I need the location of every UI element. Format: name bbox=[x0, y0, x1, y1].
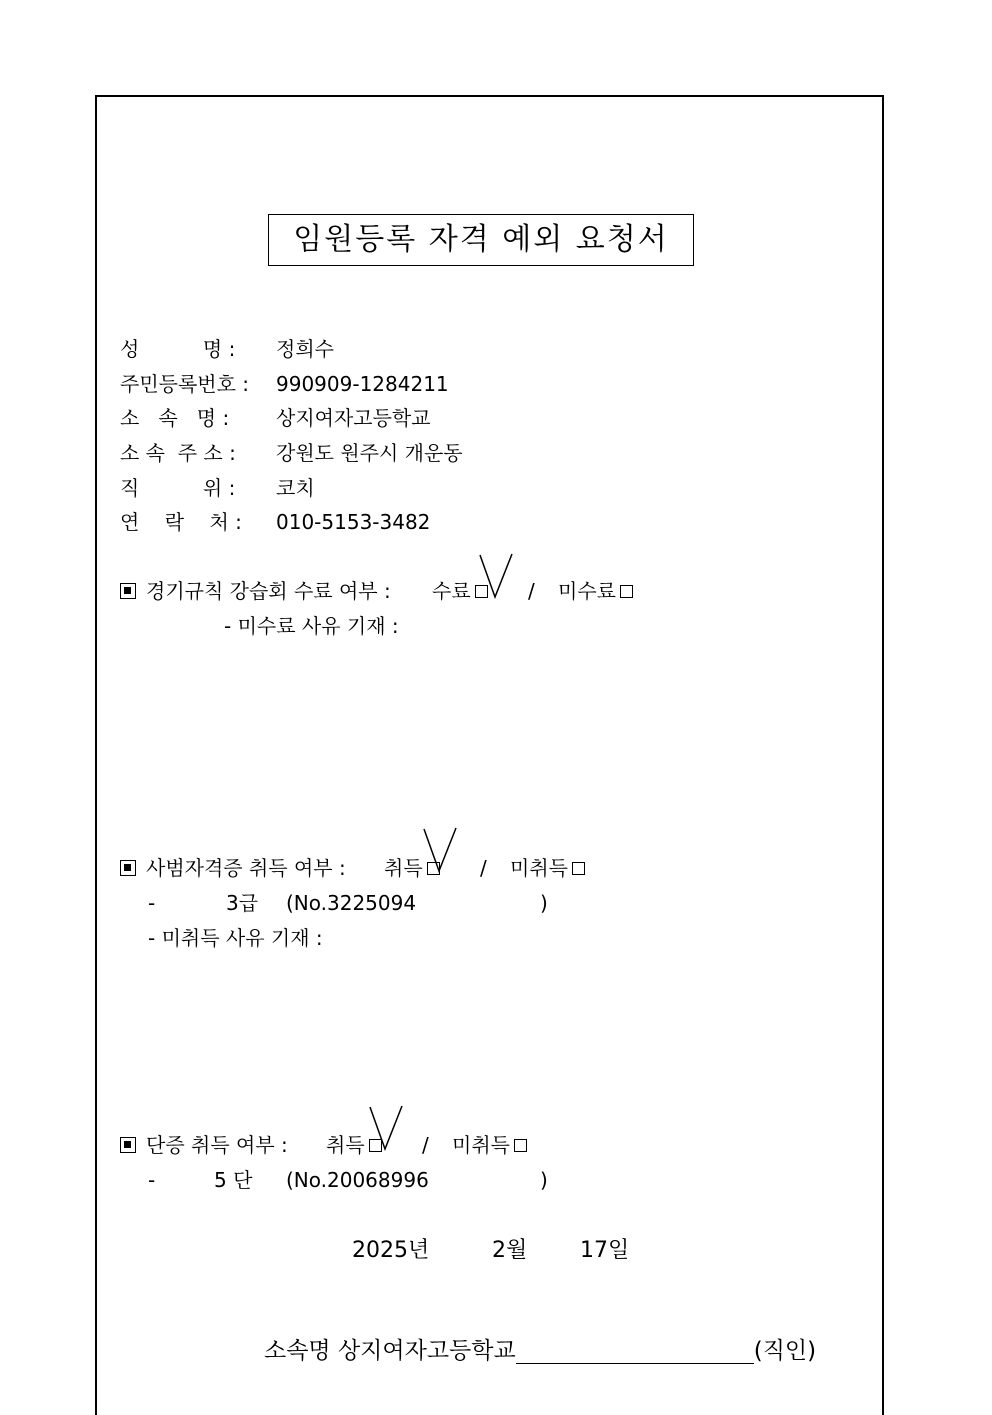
instructor-section-label: 사범자격증 취득 여부 : bbox=[146, 856, 346, 880]
dan-option-not-done[interactable] bbox=[452, 1133, 527, 1157]
rules-section-row bbox=[120, 579, 391, 603]
position-label: 직 위 : bbox=[120, 476, 236, 500]
instructor-option-not-done-label: 미취득 bbox=[510, 856, 568, 880]
dan-number: (No.20068996 bbox=[286, 1168, 429, 1192]
dan-section-row bbox=[120, 1133, 288, 1157]
rules-option-done-label: 수료 bbox=[432, 579, 471, 603]
address-label: 소 속 주 소 : bbox=[120, 441, 236, 465]
instructor-separator: / bbox=[480, 856, 487, 880]
name-label: 성 명 : bbox=[120, 337, 236, 361]
dan-section-label: 단증 취득 여부 : bbox=[146, 1133, 288, 1157]
date-year: 2025년 bbox=[352, 1238, 430, 1263]
rules-separator: / bbox=[528, 579, 535, 603]
dan-not-done-checkbox[interactable] bbox=[514, 1139, 527, 1152]
instructor-number: (No.3225094 bbox=[286, 891, 417, 915]
dan-dash: - bbox=[148, 1168, 156, 1192]
position-value: 코치 bbox=[276, 476, 315, 500]
section-bullet-icon bbox=[120, 860, 136, 876]
instructor-dash: - bbox=[148, 891, 156, 915]
name-value: 정희수 bbox=[276, 337, 334, 361]
section-bullet-icon bbox=[120, 1137, 136, 1153]
instructor-grade: 3급 bbox=[226, 891, 259, 915]
section-bullet-icon bbox=[120, 583, 136, 599]
address-value: 강원도 원주시 개운동 bbox=[276, 441, 463, 465]
rules-section-label: 경기규칙 강습회 수료 여부 : bbox=[146, 579, 391, 603]
check-mark-icon bbox=[476, 552, 516, 600]
signature-line bbox=[264, 1339, 816, 1364]
contact-value: 010-5153-3482 bbox=[276, 510, 431, 534]
signature-suffix: (직인) bbox=[753, 1338, 817, 1364]
instructor-number-close: ) bbox=[540, 891, 548, 915]
rrn-label: 주민등록번호 : bbox=[120, 372, 250, 396]
rules-reason-label: - 미수료 사유 기재 : bbox=[224, 614, 399, 638]
instructor-not-done-checkbox[interactable] bbox=[572, 862, 585, 875]
check-mark-icon bbox=[420, 826, 460, 874]
dan-option-not-done-label: 미취득 bbox=[452, 1133, 510, 1157]
affiliation-value: 상지여자고등학교 bbox=[276, 406, 431, 430]
dan-number-close: ) bbox=[540, 1168, 548, 1192]
date-month: 2월 bbox=[492, 1238, 528, 1263]
contact-label: 연 락 처 : bbox=[120, 510, 242, 534]
instructor-option-done-label: 취득 bbox=[384, 856, 423, 880]
rules-option-not-done[interactable] bbox=[558, 579, 633, 603]
date-day: 17일 bbox=[580, 1238, 630, 1263]
dan-grade: 5 단 bbox=[214, 1168, 253, 1192]
signature-blank[interactable] bbox=[516, 1339, 754, 1364]
rrn-value: 990909-1284211 bbox=[276, 372, 449, 396]
signature-prefix: 소속명 상지여자고등학교 bbox=[264, 1338, 516, 1364]
rules-option-not-done-label: 미수료 bbox=[558, 579, 616, 603]
instructor-option-not-done[interactable] bbox=[510, 856, 585, 880]
dan-option-done-label: 취득 bbox=[326, 1133, 365, 1157]
affiliation-label: 소 속 명 : bbox=[120, 406, 230, 430]
instructor-reason-label: - 미취득 사유 기재 : bbox=[148, 926, 323, 950]
dan-separator: / bbox=[422, 1133, 429, 1157]
check-mark-icon bbox=[366, 1104, 406, 1152]
document-frame bbox=[95, 95, 884, 1415]
document-title: 임원등록 자격 예외 요청서 bbox=[268, 214, 694, 266]
rules-not-done-checkbox[interactable] bbox=[620, 585, 633, 598]
instructor-section-row bbox=[120, 856, 346, 880]
